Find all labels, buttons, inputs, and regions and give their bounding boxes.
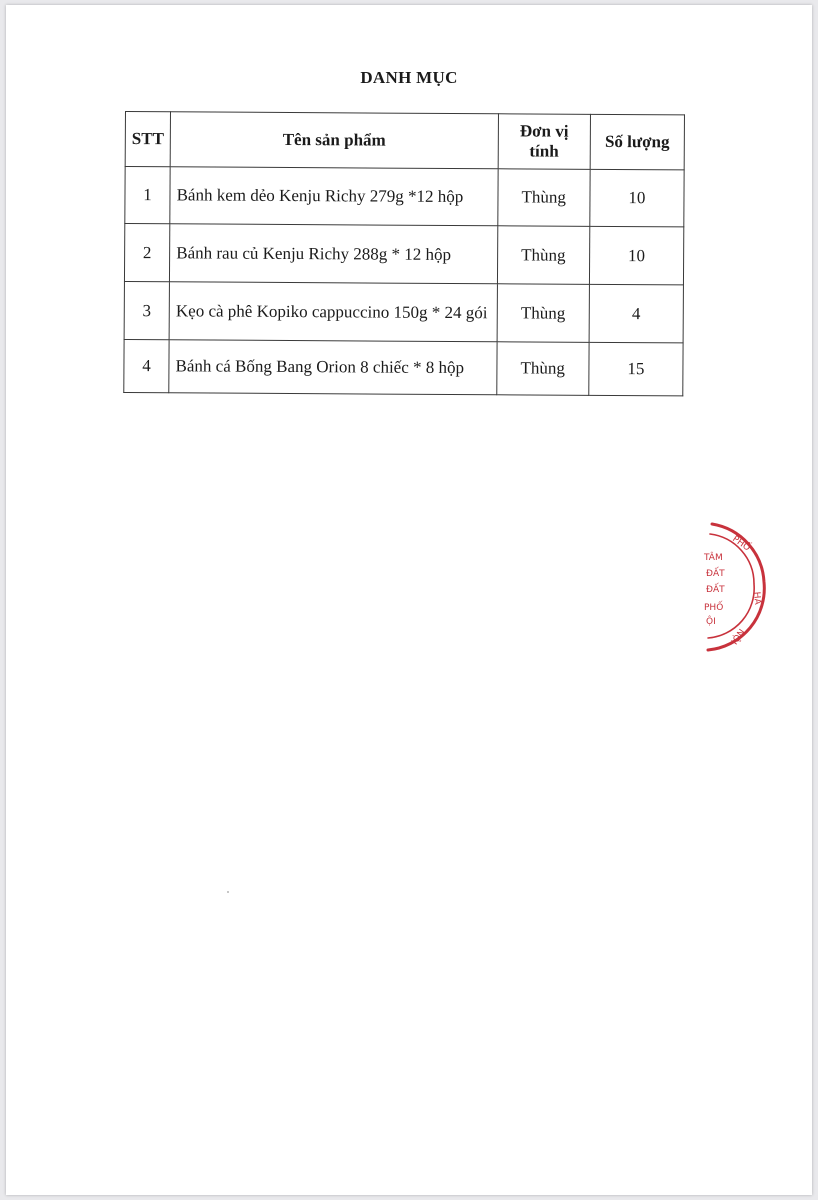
- svg-text:PHỐ: PHỐ: [704, 603, 724, 613]
- table-row: [125, 167, 684, 227]
- cell-stt: 2: [124, 224, 169, 282]
- cell-quantity: 10: [590, 169, 684, 227]
- svg-text:PHỐ: PHỐ: [730, 534, 752, 554]
- svg-text:ĐẤT: ĐẤT: [706, 585, 725, 595]
- cell-unit: Thùng: [497, 284, 590, 343]
- seal-graphic: [702, 518, 772, 654]
- svg-text:ĐẤT: ĐẤT: [706, 569, 725, 579]
- cell-product-name: Bánh kem dẻo Kenju Richy 279g *12 hộp: [170, 167, 498, 226]
- cell-unit: Thùng: [497, 169, 590, 227]
- cell-unit: Thùng: [496, 342, 589, 396]
- cell-stt: 4: [124, 339, 169, 392]
- product-table: [123, 111, 685, 396]
- table-row: [124, 281, 683, 342]
- cell-product-name: Bánh rau củ Kenju Richy 288g * 12 hộp: [170, 224, 498, 284]
- svg-text:HÀ: HÀ: [751, 591, 763, 606]
- cell-unit: Thùng: [497, 226, 590, 285]
- document-title: DANH MỤC: [360, 68, 458, 87]
- cell-product-name: Kẹo cà phê Kopiko cappuccino 150g * 24 gói: [169, 282, 497, 342]
- table-header-row: [125, 112, 684, 170]
- header-unit: Đơn vị tính: [498, 114, 591, 170]
- table-row: [124, 224, 683, 285]
- svg-text:TÂM: TÂM: [704, 553, 723, 563]
- cell-quantity: 4: [589, 284, 683, 343]
- header-stt: STT: [125, 112, 170, 167]
- svg-text:ỘI: ỘI: [706, 617, 716, 627]
- scan-speck: [227, 891, 229, 893]
- official-seal-stamp: [702, 518, 772, 654]
- cell-product-name: Bánh cá Bống Bang Orion 8 chiếc * 8 hộp: [169, 340, 497, 395]
- cell-stt: 3: [124, 281, 169, 339]
- svg-text:NỘI: NỘI: [728, 626, 746, 646]
- cell-quantity: 10: [589, 226, 683, 285]
- header-product-name: Tên sản phẩm: [170, 112, 498, 169]
- cell-stt: 1: [125, 167, 170, 224]
- header-quantity: Số lượng: [590, 114, 684, 170]
- table-row: [124, 339, 683, 395]
- cell-quantity: 15: [589, 342, 683, 396]
